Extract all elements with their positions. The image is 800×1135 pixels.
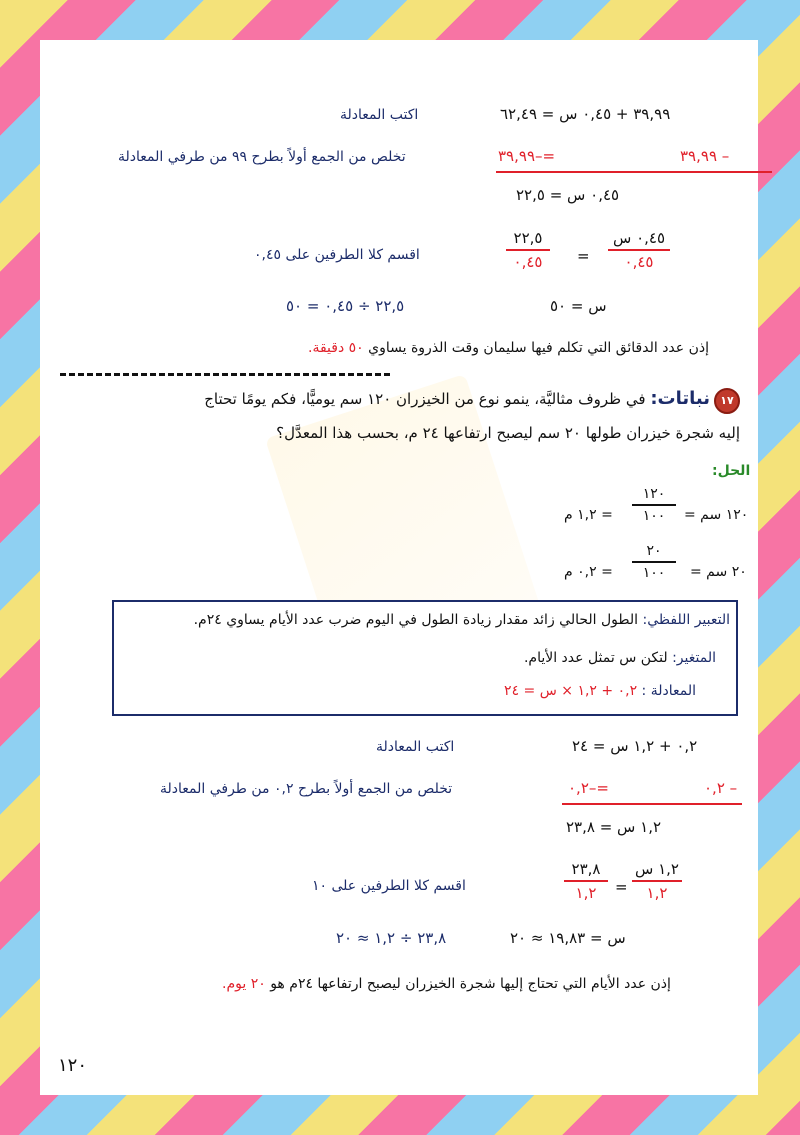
fraction-numerator: ٠,٤٥ س bbox=[612, 229, 666, 247]
page bbox=[40, 40, 758, 1095]
fraction-left bbox=[632, 860, 682, 902]
fraction-numerator: ١٢٠ bbox=[642, 486, 666, 502]
calculation: ٢٣,٨ ÷ ١,٢ ≈ ٢٠ bbox=[336, 929, 447, 947]
fraction-denominator: ١,٢ bbox=[575, 884, 597, 902]
verbal-label: التعبير اللفظي: bbox=[642, 612, 730, 628]
verbal-text: الطول الحالي زائد مقدار زيادة الطول في اليوم ضرب عدد الأيام يساوي ٢٤م. bbox=[193, 612, 639, 628]
equation-line: ٠,٤٥ س = ٢٢,٥ bbox=[516, 186, 620, 204]
section-divider bbox=[60, 373, 390, 376]
problem-text-line1 bbox=[88, 388, 710, 409]
problem-number-icon: ١٧ bbox=[714, 388, 740, 414]
variable-label: المتغير: bbox=[672, 650, 716, 666]
result-equation: س = ١٩,٨٣ ≈ ٢٠ bbox=[510, 929, 626, 947]
problem-statement: في ظروف مثاليَّة، ينمو نوع من الخيزران ١٢٠ سم يوميًّا، فكم يومًا تحتاج bbox=[204, 390, 646, 408]
fraction-denominator: ١٠٠ bbox=[642, 508, 666, 524]
equation-line: ٠,٢ + ١,٢ س = ٢٤ bbox=[572, 737, 698, 755]
conversion-right: = ١,٢ م bbox=[564, 507, 613, 523]
step-note: اقسم كلا الطرفين على ١٠ bbox=[312, 878, 466, 894]
subtract-term-left: =–٣٩,٩٩ bbox=[498, 147, 556, 165]
conversion-right: = ٠,٢ م bbox=[564, 564, 613, 580]
verbal-expression-row bbox=[126, 612, 730, 628]
step-note: اكتب المعادلة bbox=[376, 739, 455, 755]
conclusion-value: ٥٠ دقيقة. bbox=[308, 340, 364, 356]
equation-row bbox=[340, 683, 696, 699]
fraction-numerator: ٢٠ bbox=[646, 543, 662, 559]
conclusion-statement: إذن عدد الأيام التي تحتاج إليها شجرة الخيزران ليصبح ارتفاعها ٢٤م هو bbox=[270, 976, 671, 992]
conclusion-statement: إذن عدد الدقائق التي تكلم فيها سليمان وقت الذروة يساوي bbox=[368, 340, 709, 356]
subtraction-line bbox=[496, 171, 772, 173]
fraction-left bbox=[608, 229, 670, 271]
solution-label: الحل: bbox=[712, 463, 751, 479]
equation-text: ٠,٢ + ١,٢ × س = ٢٤ bbox=[504, 683, 638, 699]
calculation: ٢٢,٥ ÷ ٠,٤٥ = ٥٠ bbox=[286, 297, 405, 315]
fraction-right bbox=[506, 229, 550, 271]
fraction-denominator: ٠,٤٥ bbox=[513, 253, 543, 271]
step-note: تخلص من الجمع أولاً بطرح ٩٩ من طرفي المعادلة bbox=[118, 149, 406, 165]
equation-line: ١,٢ س = ٢٣,٨ bbox=[566, 818, 662, 836]
fraction-right bbox=[564, 860, 608, 902]
equation-line: ٣٩,٩٩ + ٠,٤٥ س = ٦٢,٤٩ bbox=[500, 105, 671, 123]
fraction-numerator: ١,٢ س bbox=[635, 860, 679, 878]
step-note: اقسم كلا الطرفين على ٠,٤٥ bbox=[254, 247, 420, 263]
conversion-fraction bbox=[632, 486, 676, 524]
fraction-denominator: ١٠٠ bbox=[642, 565, 666, 581]
subtract-term-right: – ٠,٢ bbox=[704, 779, 738, 797]
conversion-left: ١٢٠ سم = bbox=[684, 507, 749, 523]
problem-text-line2: إليه شجرة خيزران طولها ٢٠ سم ليصبح ارتفاعها ٢٤ م، بحسب هذا المعدَّل؟ bbox=[276, 424, 740, 442]
equation-label: المعادلة : bbox=[641, 683, 696, 699]
conclusion-text bbox=[308, 340, 709, 356]
subtraction-line bbox=[562, 803, 742, 805]
conversion-fraction bbox=[632, 543, 676, 581]
step-note: تخلص من الجمع أولاً بطرح ٠,٢ من طرفي المعادلة bbox=[160, 781, 453, 797]
fraction-denominator: ٠,٤٥ bbox=[624, 253, 654, 271]
variable-row bbox=[340, 650, 716, 666]
equals-sign: = bbox=[615, 878, 628, 896]
fraction-numerator: ٢٣,٨ bbox=[571, 860, 601, 878]
conversion-left: ٢٠ سم = bbox=[690, 564, 747, 580]
conclusion-value: ٢٠ يوم. bbox=[222, 976, 266, 992]
variable-text: لتكن س تمثل عدد الأيام. bbox=[523, 650, 668, 666]
fraction-denominator: ١,٢ bbox=[646, 884, 668, 902]
conclusion-text bbox=[222, 976, 671, 992]
page-number: ١٢٠ bbox=[58, 1055, 88, 1076]
fraction-numerator: ٢٢,٥ bbox=[513, 229, 543, 247]
subtract-term-right: – ٣٩,٩٩ bbox=[680, 147, 730, 165]
result-equation: س = ٥٠ bbox=[550, 297, 607, 315]
equals-sign: = bbox=[577, 247, 590, 265]
step-note: اكتب المعادلة bbox=[340, 107, 419, 123]
problem-title: نباتات: bbox=[650, 388, 710, 409]
subtract-term-left: =–٠,٢ bbox=[568, 779, 609, 797]
